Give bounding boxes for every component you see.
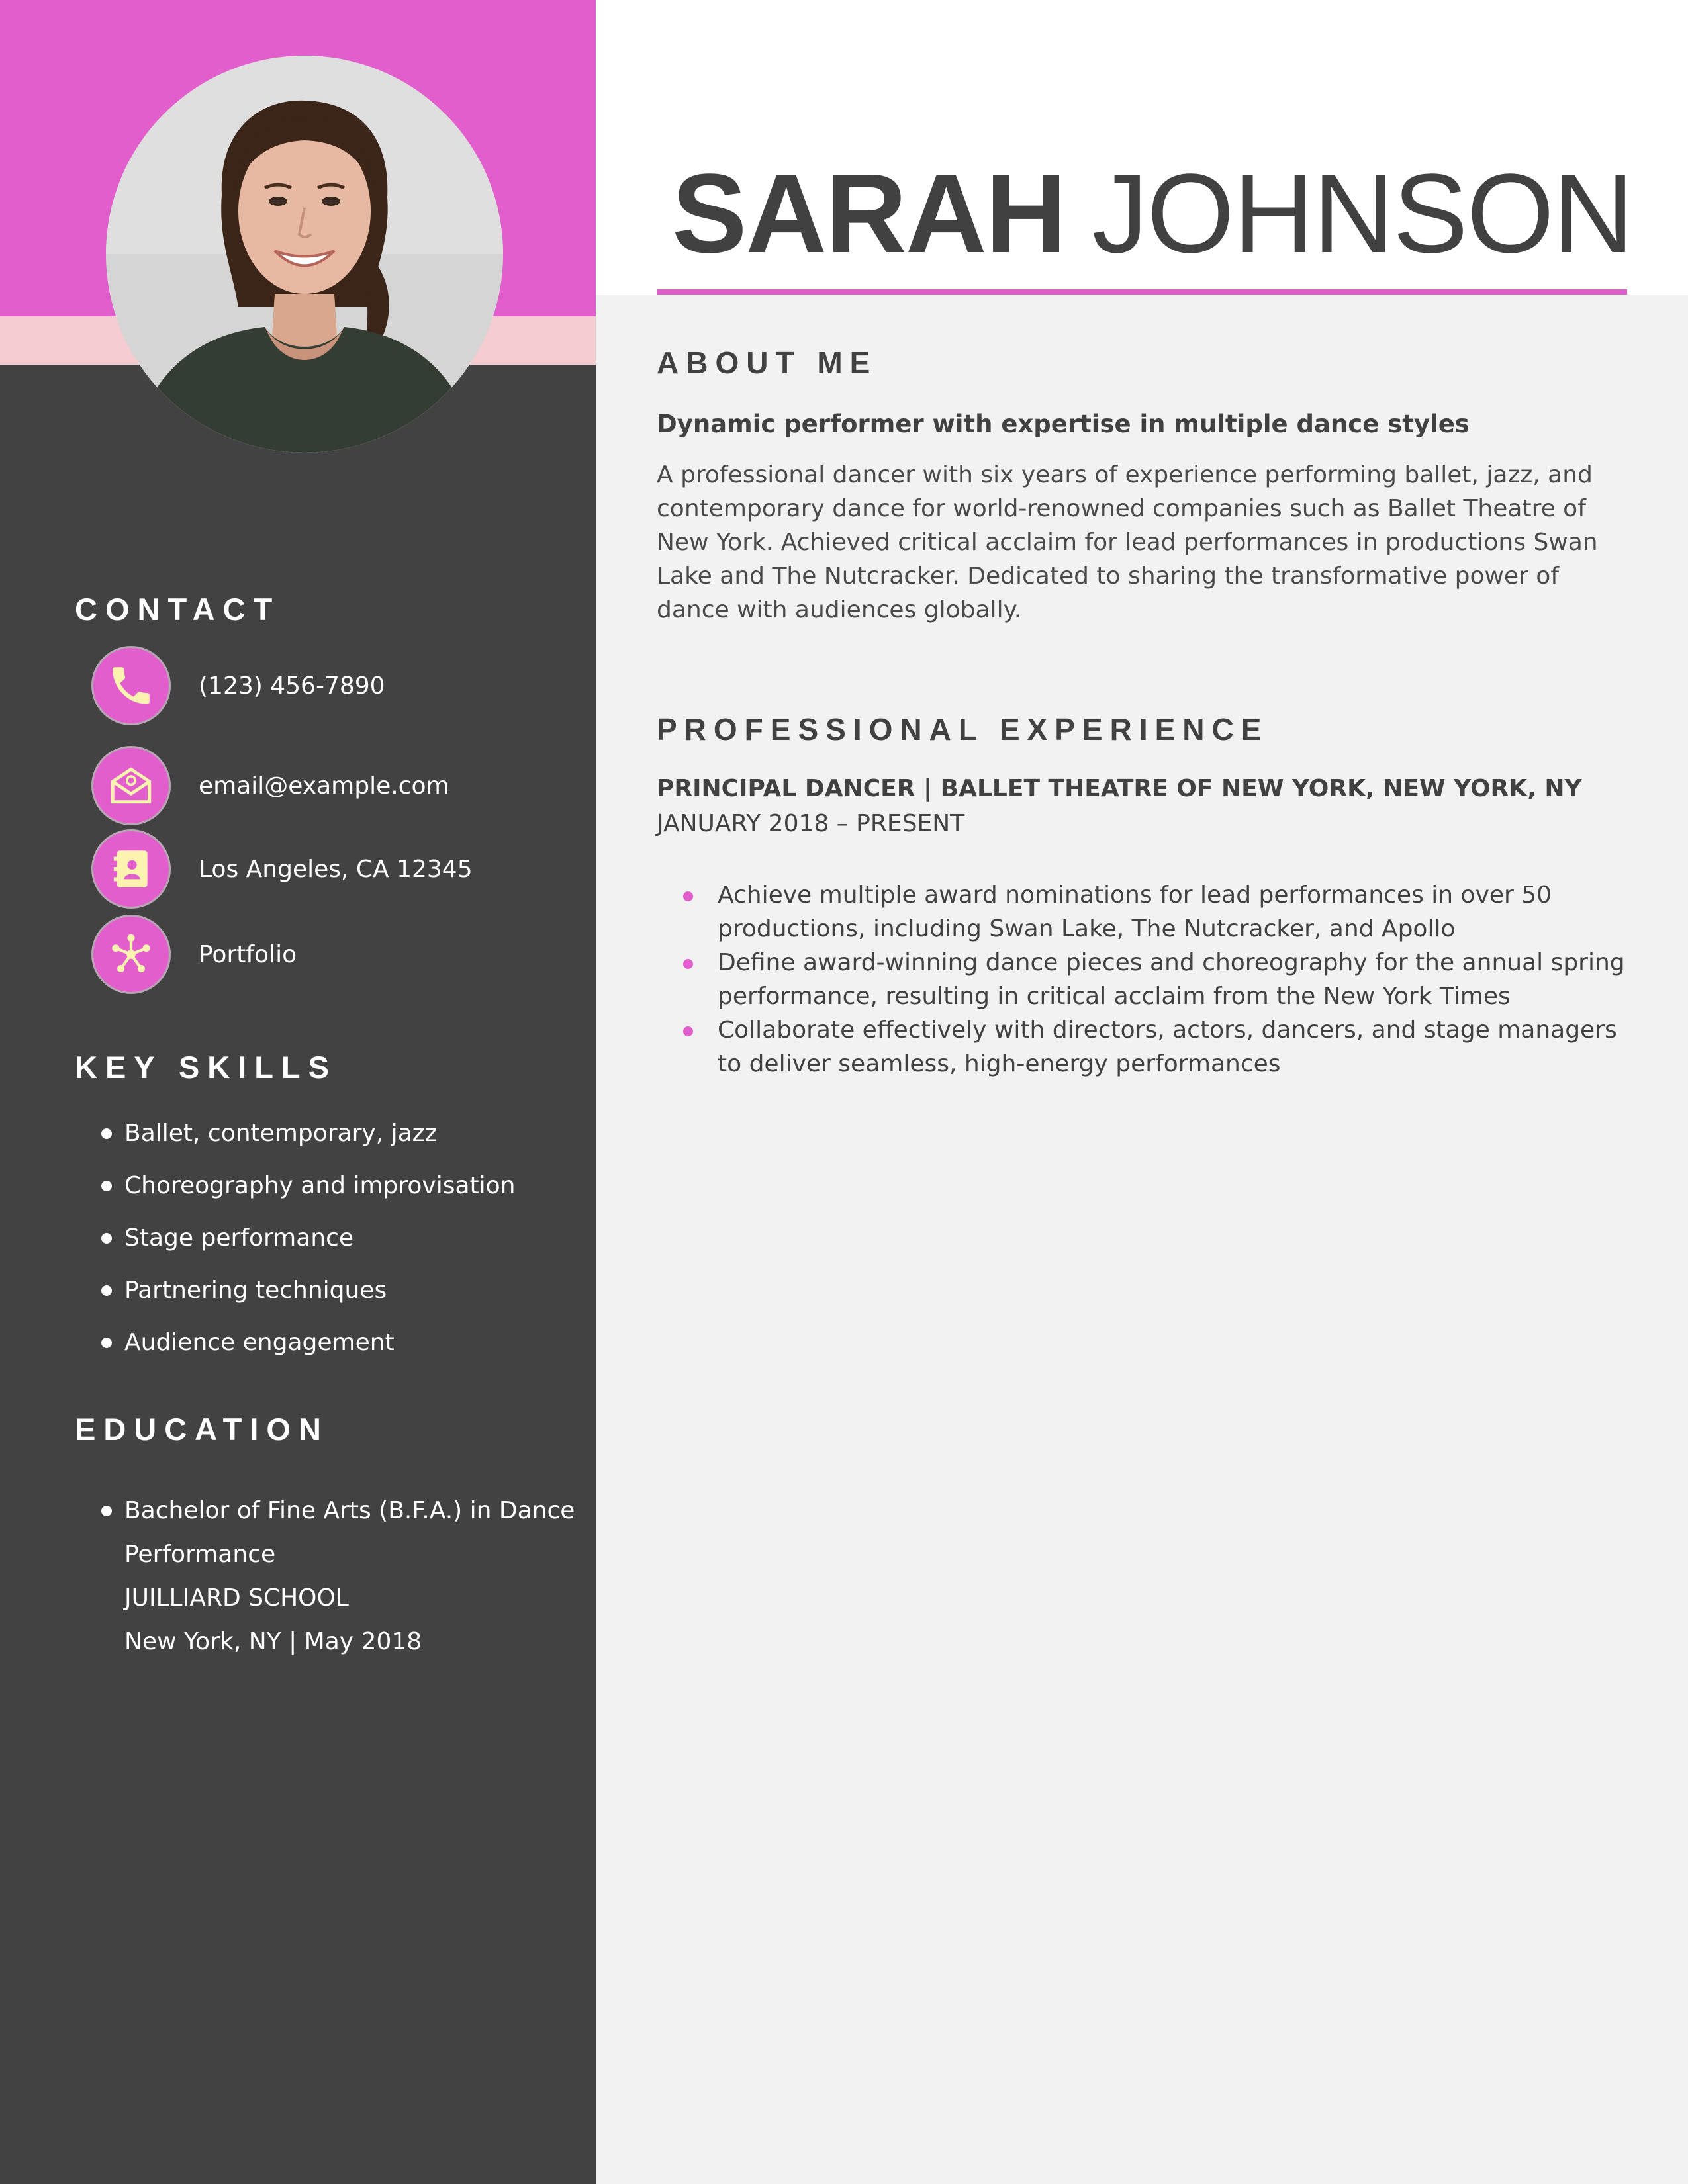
contact-phone <box>91 645 581 727</box>
job-title: PRINCIPAL DANCER | BALLET THEATRE OF NEW YORK, NEW YORK, NY <box>657 775 1582 802</box>
job-bullet: Collaborate effectively with directors, actors, dancers, and stage managers to deliver seamless, high-energy performances <box>657 1013 1630 1081</box>
address-book-icon <box>91 829 171 909</box>
portfolio-link[interactable]: Portfolio <box>199 940 297 968</box>
contact-heading: CONTACT <box>75 592 281 627</box>
last-name: JOHNSON <box>1092 151 1633 277</box>
contact-phone-text: (123) 456-7890 <box>199 672 385 700</box>
skills-list <box>99 1118 589 1380</box>
about-body: A professional dancer with six years of experience performing ballet, jazz, and contemporary dance for world-renowned companies such as Ballet Theatre of New York. Achieved critical acclaim for lead performances in productions Swan Lake and The Nutcracker. Dedicated to sharing the transformative power of dance with audiences globally. <box>657 461 1598 623</box>
education-school: JUILLIARD SCHOOL <box>124 1584 349 1612</box>
skill-item: Audience engagement <box>99 1328 589 1380</box>
about-heading: ABOUT ME <box>657 345 878 380</box>
contact-email <box>91 745 581 827</box>
profile-photo-image <box>106 56 503 453</box>
bullet <box>101 1506 112 1516</box>
phone-icon <box>91 646 171 725</box>
education-degree <box>99 1489 589 1533</box>
contact-address-text: Los Angeles, CA 12345 <box>199 855 473 883</box>
job-bullet: Achieve multiple award nominations for lead performances in over 50 productions, including Swan Lake, The Nutcracker, and Apollo <box>657 878 1630 946</box>
job-dates: JANUARY 2018 – PRESENT <box>657 810 965 837</box>
candidate-name <box>672 151 1633 277</box>
job-bullet: Define award-winning dance pieces and choreography for the annual spring performance, resulting in critical acclaim from the New York Times <box>657 946 1630 1013</box>
profile-photo <box>106 56 503 453</box>
email-icon <box>91 746 171 825</box>
contact-portfolio <box>91 913 581 995</box>
network-icon <box>91 915 171 994</box>
about-tagline: Dynamic performer with expertise in multiple dance styles <box>657 410 1470 438</box>
contact-email-text[interactable]: email@example.com <box>199 772 449 799</box>
skill-item: Choreography and improvisation <box>99 1171 589 1223</box>
first-name: SARAH <box>672 151 1066 277</box>
job-bullets <box>657 878 1630 1081</box>
degree-line-2: Performance <box>124 1541 276 1568</box>
experience-heading: PROFESSIONAL EXPERIENCE <box>657 712 1269 747</box>
skill-item: Partnering techniques <box>99 1275 589 1328</box>
skill-item: Stage performance <box>99 1223 589 1275</box>
contact-address <box>91 828 581 910</box>
name-underline <box>657 289 1627 295</box>
education-heading: EDUCATION <box>75 1412 329 1447</box>
degree-line-1: Bachelor of Fine Arts (B.F.A.) in Dance <box>124 1497 575 1524</box>
skill-item: Ballet, contemporary, jazz <box>99 1118 589 1171</box>
education-entry <box>99 1489 589 1664</box>
skills-heading: KEY SKILLS <box>75 1050 337 1085</box>
education-location-date: New York, NY | May 2018 <box>124 1628 422 1655</box>
